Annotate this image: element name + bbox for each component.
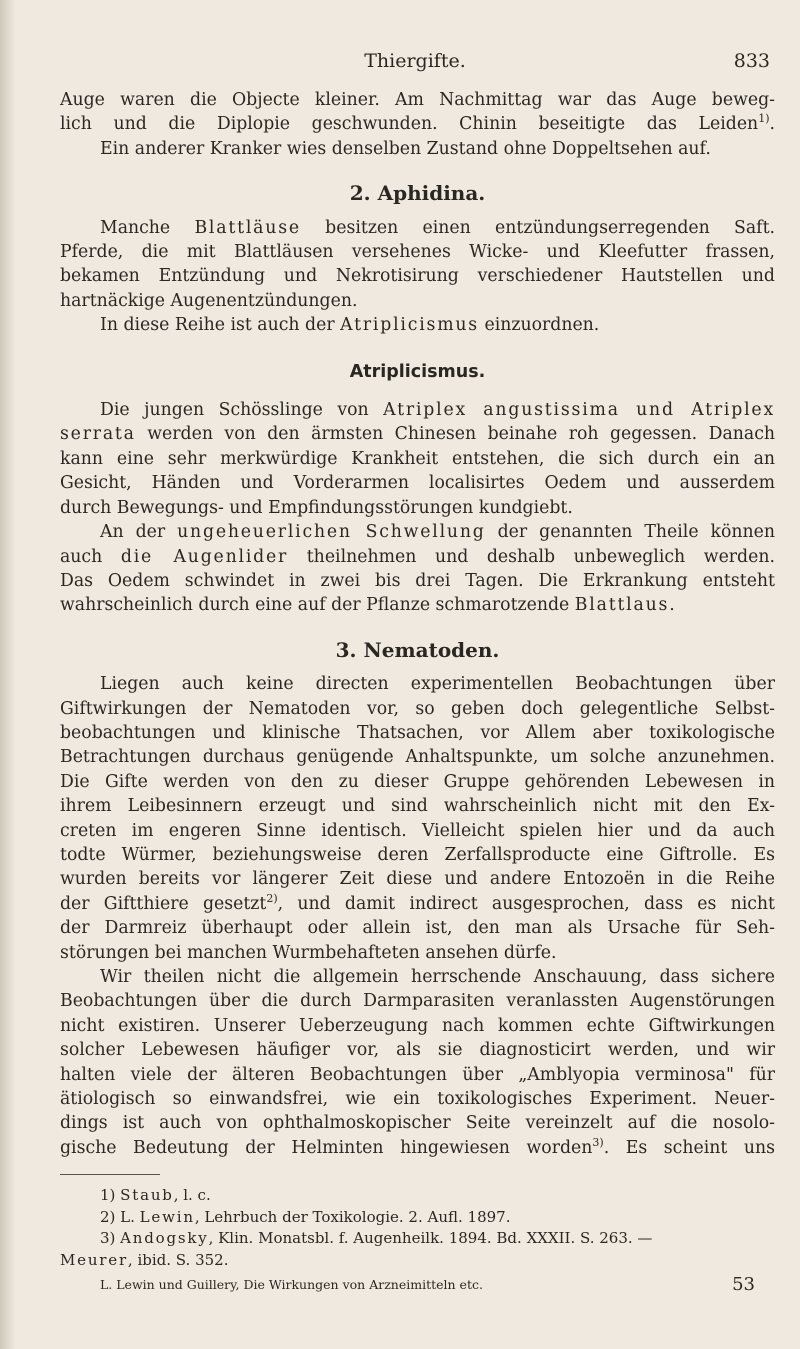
imprint-line <box>60 1274 775 1296</box>
running-header <box>60 50 770 78</box>
aphidina-line-2: Pferde, die mit Blattläusen versehenes Wicke- und Kleefutter frassen, <box>60 242 775 263</box>
aphidina-line-4: hartnäckige Augenentzündungen. <box>60 290 358 311</box>
atri-line-8: Das Oedem schwindet in zwei bis drei Tagen. Die Erkrankung entsteht <box>60 570 775 591</box>
atri-line-2: serrata werden von den ärmsten Chinesen beinahe roh gegessen. Danach <box>60 424 775 445</box>
nema-p2-line-6: ätiologisch so einwandsfrei, wie ein toxikologisches Experiment. Neuer- <box>60 1089 775 1110</box>
aphidina-line-1: Manche Blattläuse besitzen einen entzündungserregenden Saft. <box>100 217 776 238</box>
nema-p1-line-4: Betrachtungen durchaus genügende Anhaltspunkte, um solche anzunehmen. <box>60 747 775 768</box>
atri-line-3: kann eine sehr merkwürdige Krankheit entstehen, die sich durch ein an <box>60 448 775 469</box>
nema-p1-line-10: der Giftthiere gesetzt$^{2)}$, und damit indirect ausgesprochen, dass es nicht <box>60 892 776 914</box>
intro-line-3: Ein anderer Kranker wies denselben Zustand ohne Doppeltsehen auf. <box>100 138 711 159</box>
nema-p2-line-5: halten viele der älteren Beobachtungen über „Amblyopia verminosa" für <box>60 1064 775 1085</box>
section-heading-nematoden: 3. Nematoden. <box>335 637 500 662</box>
aphidina-line-3: bekamen Entzündung und Nekrotisirung verschiedener Hautstellen und <box>60 266 775 287</box>
atri-line-6: An der ungeheuerlichen Schwellung der genannten Theile können <box>100 522 776 543</box>
intro-line-2: lich und die Diplopie geschwunden. Chinin beseitigte das Leiden$^{1)}$. <box>60 112 775 135</box>
imprint-text: L. Lewin und Guillery, Die Wirkungen von Arzneimitteln etc. <box>100 1277 483 1293</box>
nema-p1-line-3: beobachtungen und klinische Thatsachen, vor Allem aber toxikologische <box>60 722 775 743</box>
footnote-1: 1) Staub, l. c. <box>100 1186 211 1205</box>
page-number: 833 <box>733 50 770 72</box>
nema-p2-line-1: Wir theilen nicht die allgemein herrschende Anschauung, dass sichere <box>100 967 775 987</box>
footnote-3-continued: Meurer, ibid. S. 352. <box>60 1250 229 1269</box>
nema-p1-line-11: der Darmreiz überhaupt oder allein ist, den man als Ursache für Seh- <box>60 918 775 939</box>
nema-p2-line-8: gische Bedeutung der Helminten hingewiesen worden$^{3)}$. Es scheint uns <box>60 1136 775 1158</box>
subheading-atriplicismus: Atriplicismus. <box>349 361 486 382</box>
footnote-2: 2) L. Lewin, Lehrbuch der Toxikologie. 2. Aufl. 1897. <box>100 1207 511 1226</box>
page-gutter-shadow <box>0 0 14 1349</box>
nema-p1-line-2: Giftwirkungen der Nematoden vor, so geben doch gelegentliche Selbst- <box>60 698 775 719</box>
aphidina-line-5: In diese Reihe ist auch der Atriplicismus einzuordnen. <box>100 315 600 336</box>
nema-p2-line-3: nicht existiren. Unserer Ueberzeugung nach kommen echte Giftwirkungen <box>60 1015 775 1036</box>
footnote-ref-3: 3) <box>592 1136 604 1150</box>
nema-p1-line-9: wurden bereits vor längerer Zeit diese und andere Entozoën in die Reihe <box>60 869 775 890</box>
signature-mark: 53 <box>732 1274 755 1296</box>
footnotes <box>60 1185 775 1296</box>
footnote-rule <box>60 1174 160 1175</box>
atri-line-1: Die jungen Schösslinge von Atriplex angustissima und Atriplex <box>100 400 775 421</box>
nema-p2-line-4: solcher Lebewesen häufiger vor, als sie diagnosticirt werden, und wir <box>60 1040 775 1061</box>
nema-p1-line-6: ihrem Leibesinnern erzeugt und sind wahrscheinlich nicht mit den Ex- <box>60 796 775 817</box>
nema-p1-line-1: Liegen auch keine directen experimentellen Beobachtungen über <box>100 674 775 695</box>
atri-line-7: auch die Augenlider theilnehmen und deshalb unbeweglich werden. <box>60 546 775 567</box>
nema-p1-line-12: störungen bei manchen Wurmbehafteten ansehen dürfe. <box>60 942 557 963</box>
atri-line-5: durch Bewegungs- und Empfindungsstörungen kundgiebt. <box>60 497 573 518</box>
nema-p2-line-2: Beobachtungen über die durch Darmparasiten veranlassten Augenstörungen <box>60 991 775 1012</box>
footnote-ref-2: 2) <box>266 892 278 906</box>
intro-line-1: Auge waren die Objecte kleiner. Am Nachmittag war das Auge beweg- <box>60 90 775 110</box>
nema-p1-line-8: todte Würmer, beziehungsweise deren Zerfallsproducte eine Giftrolle. Es <box>60 844 775 865</box>
nema-p1-line-5: Die Gifte werden von den zu dieser Gruppe gehörenden Lebewesen in <box>60 771 775 792</box>
footnote-3: 3) Andogsky, Klin. Monatsbl. f. Augenheilk. 1894. Bd. XXXII. S. 263. — <box>100 1229 653 1248</box>
atri-line-4: Gesicht, Händen und Vorderarmen localisirtes Oedem und ausserdem <box>60 473 775 494</box>
atri-line-9: wahrscheinlich durch eine auf der Pflanze schmarotzende Blattlaus. <box>60 595 675 616</box>
footnote-ref-1: 1) <box>758 112 770 126</box>
main-text <box>60 88 775 1296</box>
nema-p2-line-7: dings ist auch von ophthalmoskopischer Seite vereinzelt auf die nosolo- <box>60 1113 775 1134</box>
nema-p1-line-7: creten im engeren Sinne identisch. Vielleicht spielen hier und da auch <box>60 820 775 841</box>
section-heading-aphidina: 2. Aphidina. <box>349 181 486 206</box>
running-title: Thiergifte. <box>364 50 466 72</box>
